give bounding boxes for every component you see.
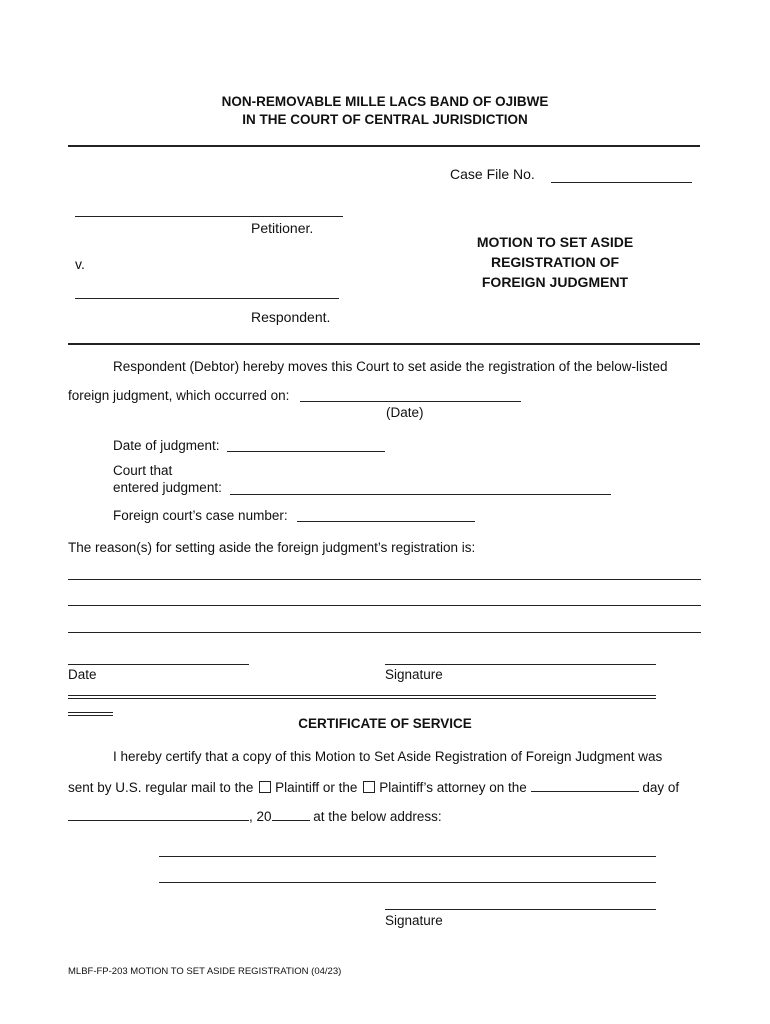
case-file-number-field[interactable] xyxy=(551,182,692,183)
motion-intro-line-2: foreign judgment, which occurred on: xyxy=(68,388,290,403)
motion-date-field[interactable] xyxy=(68,664,249,665)
court-jurisdiction-line: IN THE COURT OF CENTRAL JURISDICTION xyxy=(242,112,528,127)
address-intro: at the below address: xyxy=(313,809,442,824)
certificate-signature-label: Signature xyxy=(385,913,443,928)
section-separator-tail-top xyxy=(68,712,113,713)
court-label-line-2: entered judgment: xyxy=(113,480,222,495)
foreign-case-number-label: Foreign court’s case number: xyxy=(113,508,288,523)
date-hint: (Date) xyxy=(386,405,424,420)
motion-title-line-2: REGISTRATION OF xyxy=(490,254,620,270)
certificate-heading: CERTIFICATE OF SERVICE xyxy=(298,716,472,731)
day-of-label: day of xyxy=(642,780,680,795)
reasons-label: The reason(s) for setting aside the foreign judgment’s registration is: xyxy=(68,540,476,555)
reasons-line-1[interactable] xyxy=(68,579,701,580)
section-separator-top xyxy=(68,695,656,696)
versus-label: v. xyxy=(75,256,85,272)
plaintiff-attorney-checkbox[interactable] xyxy=(363,781,375,793)
service-address-line-1[interactable] xyxy=(159,856,656,857)
service-month-field[interactable] xyxy=(68,808,249,821)
section-separator-bottom xyxy=(68,698,656,699)
certificate-signature-field[interactable] xyxy=(385,909,656,910)
certificate-line-2 xyxy=(68,779,679,795)
form-identifier: MLBF-FP-203 MOTION TO SET ASIDE REGISTRATION (04/23) xyxy=(68,966,342,977)
year-prefix: , 20 xyxy=(249,809,272,824)
foreign-case-number-field[interactable] xyxy=(297,521,475,522)
motion-signature-field[interactable] xyxy=(385,664,656,665)
court-name-line: NON-REMOVABLE MILLE LACS BAND OF OJIBWE xyxy=(221,94,549,109)
plaintiff-option-label: Plaintiff or the xyxy=(275,780,358,795)
motion-intro-line-1: Respondent (Debtor) hereby moves this Court to set aside the registration of the below-listed xyxy=(113,359,668,374)
attorney-option-label: Plaintiff’s attorney on the xyxy=(379,780,527,795)
service-address-line-2[interactable] xyxy=(159,882,656,883)
registration-date-field[interactable] xyxy=(300,401,521,402)
certificate-line-3 xyxy=(68,808,442,824)
motion-title-line-1: MOTION TO SET ASIDE xyxy=(476,234,634,250)
header-divider xyxy=(68,145,700,147)
case-file-number-label: Case File No. xyxy=(450,166,535,182)
certificate-line-1: I hereby certify that a copy of this Motion to Set Aside Registration of Foreign Judgment was xyxy=(113,749,663,764)
motion-title-line-3: FOREIGN JUDGMENT xyxy=(481,274,629,290)
caption-divider xyxy=(68,343,700,345)
petitioner-label: Petitioner. xyxy=(251,220,314,236)
respondent-name-field[interactable] xyxy=(75,298,339,299)
motion-signature-label: Signature xyxy=(385,667,443,682)
court-name-field[interactable] xyxy=(230,494,611,495)
reasons-line-2[interactable] xyxy=(68,605,701,606)
date-of-judgment-field[interactable] xyxy=(227,451,385,452)
petitioner-name-field[interactable] xyxy=(75,216,343,217)
respondent-label: Respondent. xyxy=(251,309,331,325)
service-year-field[interactable] xyxy=(272,808,310,821)
date-of-judgment-label: Date of judgment: xyxy=(113,438,220,453)
service-day-field[interactable] xyxy=(531,779,639,792)
reasons-line-3[interactable] xyxy=(68,632,701,633)
motion-date-label: Date xyxy=(68,667,97,682)
certificate-mail-prefix: sent by U.S. regular mail to the xyxy=(68,780,254,795)
court-label-line-1: Court that xyxy=(113,463,173,478)
plaintiff-checkbox[interactable] xyxy=(259,781,271,793)
